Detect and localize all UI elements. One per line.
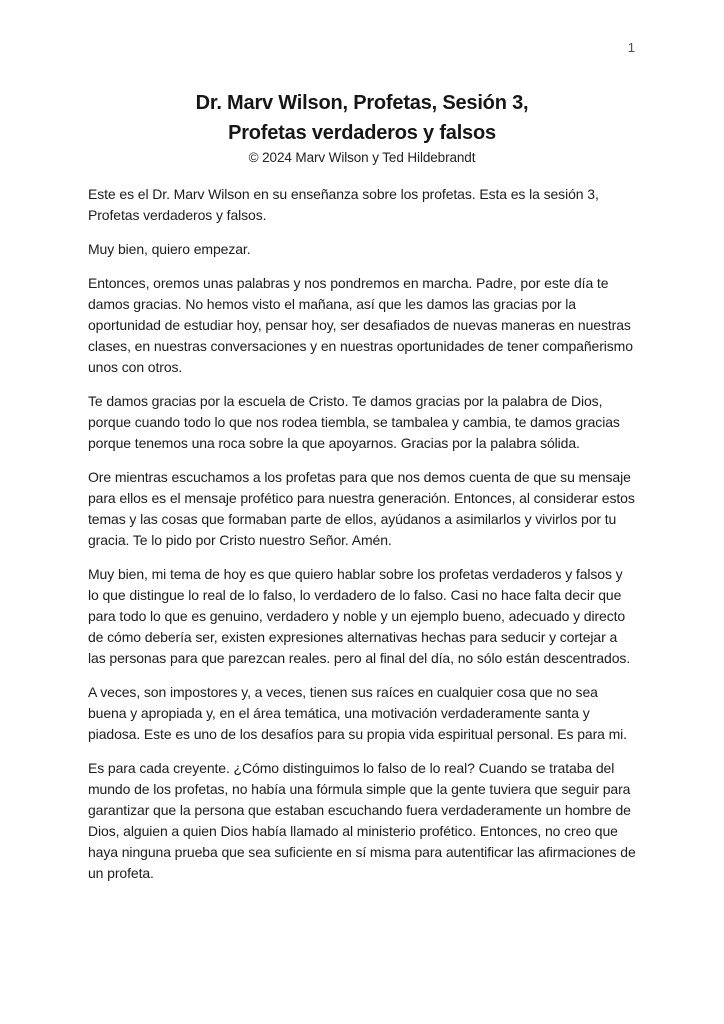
title-line-1: Dr. Marv Wilson, Profetas, Sesión 3, [195, 92, 529, 114]
paragraph-1: Este es el Dr. Marv Wilson en su enseñanza sobre los profetas. Esta es la sesión 3, Profetas verdaderos y falsos. [88, 186, 599, 223]
paragraph-8: Es para cada creyente. ¿Cómo distinguimos lo falso de lo real? Cuando se trataba del mundo de los profetas, no había una fórmula simple que la gente tuviera que seguir para garantizar que la persona que estaban escuchando fuera verdaderamente un hombre de Dios, alguien a quien Dios había llamado al ministerio profético. Entonces, no creo que haya ninguna prueba que sea suficiente en sí misma para autentificar las afirmaciones de un profeta. [88, 760, 636, 881]
paragraph-5: Ore mientras escuchamos a los profetas para que nos demos cuenta de que su mensaje para ellos es el mensaje profético para nuestra generación. Entonces, al considerar estos temas y las cosas que formaban parte de ellos, ayúdanos a asimilarlos y vivirlos por tu gracia. Te lo pido por Cristo nuestro Señor. Amén. [88, 469, 635, 548]
paragraph-4: Te damos gracias por la escuela de Cristo. Te damos gracias por la palabra de Dios, porque cuando todo lo que nos rodea tiembla, se tambalea y cambia, te damos gracias porque tenemos una roca sobre la que apoyarnos. Gracias por la palabra sólida. [88, 393, 620, 451]
page-content [88, 0, 636, 897]
paragraph-7: A veces, son impostores y, a veces, tienen sus raíces en cualquier cosa que no sea buena y apropiada y, en el área temática, una motivación verdaderamente santa y piadosa. Este es uno de los desafíos para su propia vida espiritual personal. Es para mi. [88, 684, 627, 742]
page-number: 1 [627, 40, 635, 55]
title-line-2: Profetas verdaderos y falsos [228, 122, 496, 144]
paragraph-3: Entonces, oremos unas palabras y nos pondremos en marcha. Padre, por este día te damos gracias. No hemos visto el mañana, así que les damos las gracias por la oportunidad de estudiar hoy, pensar hoy, ser desafiados de nuevas maneras en nuestras clases, en nuestras conversaciones y en nuestras oportunidades de tener compañerismo unos con otros. [88, 275, 633, 375]
document-title [88, 88, 636, 148]
copyright-line: © 2024 Marv Wilson y Ted Hildebrandt [248, 150, 476, 165]
paragraph-6: Muy bien, mi tema de hoy es que quiero hablar sobre los profetas verdaderos y falsos y lo que distingue lo real de lo falso, lo verdadero de lo falso. Casi no hace falta decir que para todo lo que es genuino, verdadero y noble y un ejemplo bueno, adecuado y directo de cómo debería ser, existen expresiones alternativas hechas para seducir y cortejar a las personas para que parezcan reales. pero al final del día, no sólo están descentrados. [88, 566, 631, 666]
paragraph-2: Muy bien, quiero empezar. [88, 241, 251, 257]
document-body [88, 184, 636, 884]
